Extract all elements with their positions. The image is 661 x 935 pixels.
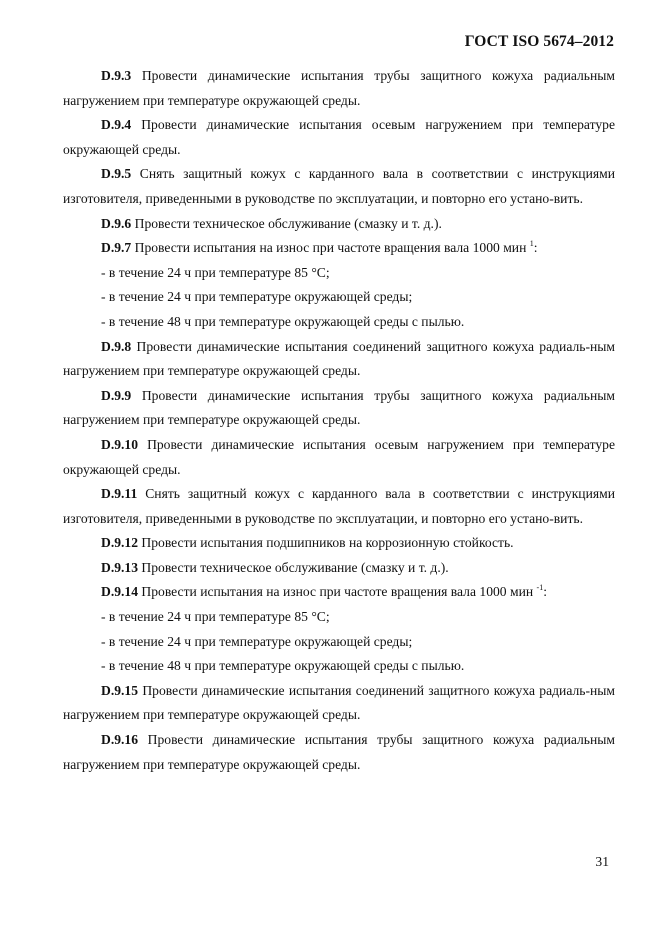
section-paragraph bbox=[63, 384, 615, 433]
section-text: Провести динамические испытания соединений защитного кожуха радиаль-ным нагружением при температуре окружающей среды. bbox=[63, 682, 615, 723]
section-number: D.9.8 bbox=[101, 338, 132, 354]
section-number: D.9.3 bbox=[101, 68, 132, 83]
section-paragraph bbox=[63, 212, 615, 237]
section-number: D.9.12 bbox=[101, 535, 139, 551]
unit-superscript: -1 bbox=[536, 582, 544, 592]
section-number: D.9.6 bbox=[101, 215, 132, 231]
section-paragraph bbox=[63, 64, 615, 113]
section-paragraph bbox=[63, 728, 615, 777]
section-paragraph bbox=[63, 531, 615, 556]
list-item: - в течение 48 ч при температуре окружающей среды с пылью. bbox=[101, 313, 465, 329]
page-number: 31 bbox=[595, 854, 609, 869]
section-text: Снять защитный кожух с карданного вала в соответствии с инструкциями изготовителя, приведенными в руководстве по эксплуатации, и повторно его устано-вить. bbox=[63, 166, 615, 206]
section-paragraph bbox=[63, 679, 615, 728]
section-text: Снять защитный кожух с карданного вала в соответствии с инструкциями изготовителя, приведенными в руководстве по эксплуатации, и повторно его устано-вить. bbox=[63, 486, 615, 526]
list-item: - в течение 24 ч при температуре окружающей среды; bbox=[101, 289, 413, 305]
section-paragraph bbox=[63, 482, 615, 531]
section-tail: : bbox=[543, 584, 547, 600]
section-paragraph bbox=[63, 236, 615, 261]
document-header: ГОСТ ISO 5674–2012 bbox=[464, 33, 614, 50]
section-number: D.9.14 bbox=[101, 584, 139, 600]
section-paragraph bbox=[63, 113, 615, 162]
unit-superscript: 1 bbox=[529, 238, 534, 248]
section-paragraph bbox=[63, 335, 615, 384]
section-text: Провести динамические испытания соединений защитного кожуха радиаль-ным нагружением при температуре окружающей среды. bbox=[63, 338, 615, 379]
section-number: D.9.7 bbox=[101, 240, 132, 256]
list-item: - в течение 24 ч при температуре 85 °С; bbox=[101, 609, 330, 625]
list-item: - в течение 24 ч при температуре окружающей среды; bbox=[101, 633, 413, 649]
document-body bbox=[63, 64, 615, 777]
section-text: Провести динамические испытания осевым нагружением при температуре окружающей среды. bbox=[63, 436, 616, 477]
section-number: D.9.10 bbox=[101, 436, 139, 452]
section-text: Провести динамические испытания трубы защитного кожуха радиальным нагружением при температуре окружающей среды. bbox=[63, 732, 615, 772]
section-number: D.9.13 bbox=[101, 559, 139, 575]
section-text: Провести техническое обслуживание (смазку и т. д.). bbox=[141, 559, 449, 575]
list-item: - в течение 48 ч при температуре окружающей среды с пылью. bbox=[101, 658, 465, 674]
section-paragraph bbox=[63, 433, 615, 482]
section-text: Провести испытания на износ при частоте вращения вала 1000 мин bbox=[134, 240, 527, 256]
section-number: D.9.11 bbox=[101, 486, 138, 502]
section-text: Провести техническое обслуживание (смазку и т. д.). bbox=[134, 215, 442, 231]
section-text: Провести испытания на износ при частоте вращения вала 1000 мин bbox=[141, 584, 534, 600]
section-tail: : bbox=[533, 240, 538, 256]
section-paragraph bbox=[63, 580, 615, 605]
section-number: D.9.9 bbox=[101, 387, 132, 403]
section-number: D.9.16 bbox=[101, 732, 139, 748]
section-text: Провести динамические испытания трубы защитного кожуха радиальным нагружением при температуре окружающей среды. bbox=[63, 387, 615, 428]
section-paragraph bbox=[63, 556, 615, 581]
section-paragraph bbox=[63, 162, 615, 211]
section-text: Провести динамические испытания осевым нагружением при температуре окружающей среды. bbox=[63, 117, 616, 157]
section-number: D.9.4 bbox=[101, 117, 132, 133]
section-text: Провести динамические испытания трубы защитного кожуха радиальным нагружением при температуре окружающей среды. bbox=[63, 68, 615, 108]
section-number: D.9.15 bbox=[101, 682, 139, 698]
section-text: Провести испытания подшипников на коррозионную стойкость. bbox=[141, 535, 514, 551]
section-number: D.9.5 bbox=[101, 166, 132, 182]
list-item: - в течение 24 ч при температуре 85 °С; bbox=[101, 264, 330, 280]
